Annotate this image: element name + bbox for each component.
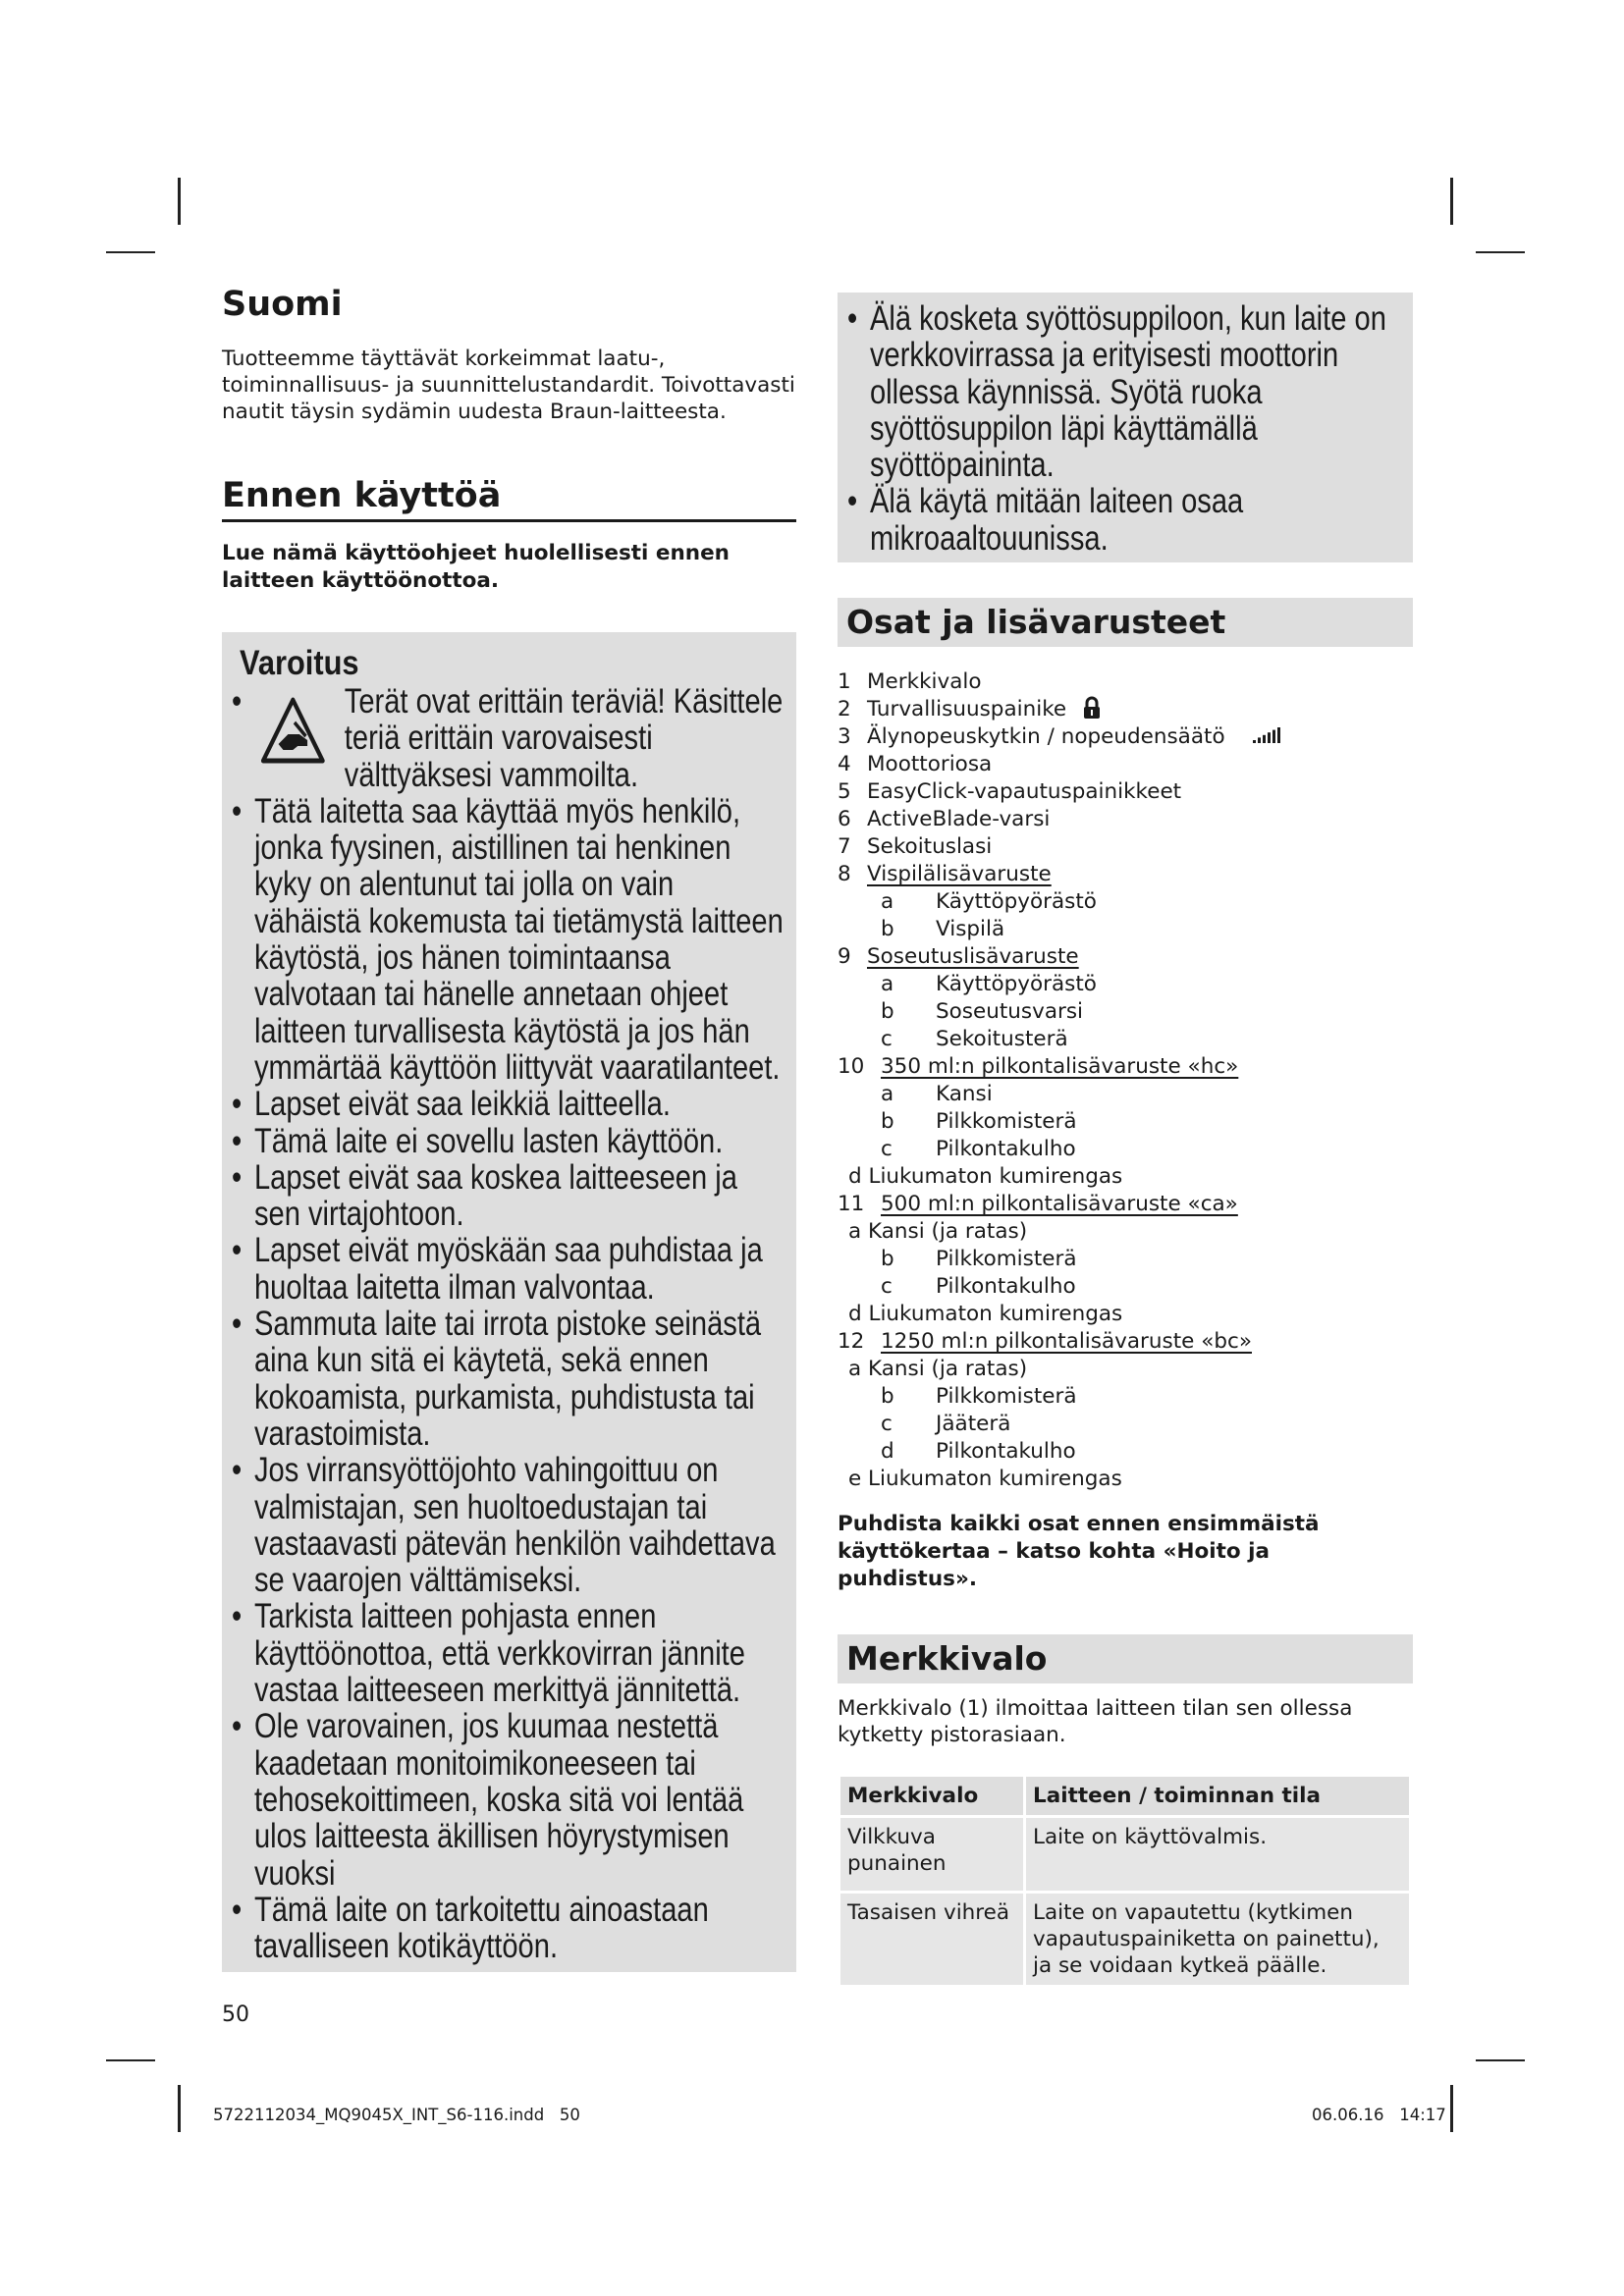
parts-list-item: [838, 1273, 1413, 1301]
part-number: 8: [838, 862, 851, 887]
speed-bars-icon: [1253, 725, 1282, 743]
part-number: 10: [838, 1054, 865, 1080]
warning-item: • Lapset eivät myöskään saa puhdistaa ja huoltaa laitetta ilman valvontaa.: [232, 1232, 786, 1306]
language-heading: Suomi: [222, 285, 343, 324]
parts-list-item: [838, 888, 1413, 916]
part-sub-letter: c: [881, 1274, 893, 1300]
table-header-row: [839, 1776, 1411, 1817]
indicator-table: [838, 1774, 1412, 1988]
warning-box: [222, 632, 796, 1972]
part-label: EasyClick-vapautuspainikkeet: [867, 779, 1182, 805]
warning-item: • Jos virransyöttöjohto vahingoittuu on valmistajan, sen huoltoedustajan tai vastaavasti pätevän henkilön vaihdettava se vaarojen välttämiseksi.: [232, 1452, 786, 1598]
parts-list-item: [838, 1218, 1413, 1246]
warning-item: • Sammuta laite tai irrota pistoke seinästä aina kun sitä ei käytetä, sekä ennen kokoamista, purkamista, puhdistusta tai varastoimista.: [232, 1306, 786, 1452]
parts-list-item: [838, 1466, 1413, 1493]
part-label: Pilkontakulho: [936, 1137, 1076, 1162]
part-sub-letter: b: [881, 1109, 894, 1135]
part-sub-letter: d: [881, 1439, 894, 1465]
part-label: e Liukumaton kumirengas: [848, 1467, 1122, 1492]
part-label: Kansi: [936, 1082, 993, 1107]
parts-list-item: [838, 1136, 1413, 1163]
part-sub-letter: b: [881, 1384, 894, 1410]
warning-box-continued: [838, 293, 1413, 562]
parts-list-item: [838, 1026, 1413, 1053]
part-number: 3: [838, 724, 851, 750]
part-sub-letter: c: [881, 1027, 893, 1052]
table-row: [839, 1893, 1411, 1987]
table-header-cell: Merkkivalo: [839, 1776, 1025, 1817]
part-number: 4: [838, 752, 851, 777]
parts-list-item: [838, 1356, 1413, 1383]
footer-file-info: 5722112034_MQ9045X_INT_S6-116.indd 50: [213, 2106, 580, 2124]
cleaning-note: Puhdista kaikki osat ennen ensimmäistä käyttökertaa – katso kohta «Hoito ja puhdistus».: [838, 1512, 1320, 1592]
part-sub-letter: a: [881, 1082, 894, 1107]
table-cell: Laite on vapautettu (kytkimen vapautuspainiketta on painettu), ja se voidaan kytkeä päälle.: [1025, 1893, 1411, 1987]
parts-list-item: [838, 971, 1413, 998]
parts-list-item: [838, 943, 1413, 971]
part-number: 6: [838, 807, 851, 832]
part-number: 12: [838, 1329, 865, 1355]
parts-list: [838, 668, 1413, 1493]
parts-list-item: [838, 668, 1413, 696]
parts-list-item: [838, 1053, 1413, 1081]
parts-list-item: [838, 1163, 1413, 1191]
warning-item: • Ole varovainen, jos kuumaa nestettä kaadetaan monitoimikoneeseen tai tehosekoittimeen, koska sitä voi lentää ulos laitteesta äkillisen höyrystymisen vuoksi: [232, 1708, 786, 1891]
parts-list-item: [838, 1191, 1413, 1218]
parts-list-item: [838, 1328, 1413, 1356]
section-heading-parts: Osat ja lisävarusteet: [838, 598, 1413, 647]
left-column: [222, 285, 796, 1972]
part-sub-letter: c: [881, 1412, 893, 1437]
part-label: a Kansi (ja ratas): [848, 1219, 1028, 1245]
part-label: Pilkontakulho: [936, 1439, 1076, 1465]
parts-list-item: [838, 696, 1413, 723]
part-sub-letter: b: [881, 999, 894, 1025]
part-sub-letter: c: [881, 1137, 893, 1162]
part-label: ActiveBlade-varsi: [867, 807, 1051, 832]
parts-list-item: [838, 806, 1413, 833]
part-label: Jääterä: [936, 1412, 1011, 1437]
warning-item: • Lapset eivät saa leikkiä laitteella.: [232, 1086, 786, 1122]
warning-item: • Lapset eivät saa koskea laitteeseen ja sen virtajohtoon.: [232, 1159, 786, 1233]
section-heading-before-use: Ennen käyttöä: [222, 476, 796, 522]
table-header-cell: Laitteen / toiminnan tila: [1025, 1776, 1411, 1817]
parts-list-item: [838, 1108, 1413, 1136]
parts-list-item: [838, 833, 1413, 861]
warning-item: • Tämä laite ei sovellu lasten käyttöön.: [232, 1123, 786, 1159]
table-cell: Laite on käyttövalmis.: [1025, 1817, 1411, 1893]
part-label: Älynopeuskytkin / nopeudensäätö: [867, 724, 1225, 750]
parts-list-item: [838, 751, 1413, 778]
parts-list-item: [838, 1246, 1413, 1273]
crop-mark: [1450, 178, 1453, 225]
parts-list-item: [838, 916, 1413, 943]
part-label: Moottoriosa: [867, 752, 993, 777]
part-number: 9: [838, 944, 851, 970]
warning-item-text: • Terät ovat erittäin teräviä! Käsittele teriä erittäin varovaisesti välttyäksesi vammoilta.: [344, 681, 784, 794]
parts-list-item: [838, 998, 1413, 1026]
warning-item: • Tämä laite on tarkoitettu ainoastaan tavalliseen kotikäyttöön.: [232, 1892, 786, 1965]
crop-mark: [1476, 2059, 1525, 2061]
warning-list-continued: [847, 300, 1401, 557]
crop-mark: [1476, 251, 1525, 253]
part-number: 11: [838, 1192, 865, 1217]
part-label: 500 ml:n pilkontalisävaruste «ca»: [881, 1192, 1238, 1217]
part-sub-letter: b: [881, 1247, 894, 1272]
parts-list-item: [838, 861, 1413, 888]
lock-icon: [1082, 696, 1102, 720]
part-label: 350 ml:n pilkontalisävaruste «hc»: [881, 1054, 1239, 1080]
part-label: Sekoituslasi: [867, 834, 993, 860]
parts-list-item: [838, 1383, 1413, 1411]
part-label: a Kansi (ja ratas): [848, 1357, 1028, 1382]
warning-item: • Tarkista laitteen pohjasta ennen käyttöönottoa, että verkkovirran jännite vastaa laitteeseen merkittyä jännitettä.: [232, 1598, 786, 1708]
section-heading-indicator: Merkkivalo: [838, 1634, 1413, 1683]
part-label: 1250 ml:n pilkontalisävaruste «bc»: [881, 1329, 1252, 1355]
crop-mark: [1450, 2085, 1453, 2132]
parts-list-item: [838, 778, 1413, 806]
table-cell: Tasaisen vihreä: [839, 1893, 1025, 1987]
part-label: Vispilä: [936, 917, 1005, 942]
warning-item: • Tätä laitetta saa käyttää myös henkilö, jonka fyysinen, aistillinen tai henkinen kyky on alentunut tai jolla on vain vähäistä kokemusta tai tietämystä laitteen käytöstä, jos hänen toimintaansa valvotaan tai hänelle annetaan ohjeet laitteen turvallisesta käytöstä ja jos hän ymmärtää käyttöön liittyvät vaaratilanteet.: [232, 793, 786, 1086]
hand-blade-warning-icon: [261, 697, 326, 764]
part-label: Pilkkomisterä: [936, 1247, 1077, 1272]
intro-text: Tuotteemme täyttävät korkeimmat laatu-, toiminnallisuus- ja suunnittelustandardit. Toivottavasti nautit täysin sydämin uudesta Braun-laitteesta.: [222, 347, 795, 424]
part-label: Käyttöpyörästö: [936, 972, 1097, 997]
table-row: [839, 1817, 1411, 1893]
part-number: 5: [838, 779, 851, 805]
table-cell: Vilkkuva punainen: [839, 1817, 1025, 1893]
part-label: d Liukumaton kumirengas: [848, 1164, 1123, 1190]
parts-list-item: [838, 1438, 1413, 1466]
warning-item-blades: [232, 683, 786, 793]
part-sub-letter: b: [881, 917, 894, 942]
read-instructions-note: Lue nämä käyttöohjeet huolellisesti ennen laitteen käyttöönottoa.: [222, 541, 730, 593]
part-number: 2: [838, 697, 851, 722]
part-number: 1: [838, 669, 851, 695]
part-sub-letter: a: [881, 972, 894, 997]
part-label: Pilkontakulho: [936, 1274, 1076, 1300]
parts-list-item: [838, 1411, 1413, 1438]
crop-mark: [106, 2059, 155, 2061]
part-label: Pilkkomisterä: [936, 1384, 1077, 1410]
crop-mark: [178, 178, 181, 225]
part-label: Turvallisuuspainike: [867, 697, 1067, 722]
parts-list-item: [838, 1081, 1413, 1108]
part-number: 7: [838, 834, 851, 860]
crop-mark: [106, 251, 155, 253]
warning-item: • Älä kosketa syöttösuppiloon, kun laite on verkkovirrassa ja erityisesti moottorin ollessa käynnissä. Syötä ruoka syöttösuppilon läpi käyttämällä syöttöpaininta.: [847, 300, 1401, 483]
part-label: Pilkkomisterä: [936, 1109, 1077, 1135]
right-column: [838, 293, 1413, 1988]
part-label: d Liukumaton kumirengas: [848, 1302, 1123, 1327]
indicator-text: Merkkivalo (1) ilmoittaa laitteen tilan sen ollessa kytketty pistorasiaan.: [838, 1696, 1353, 1748]
part-label: Vispilälisävaruste: [867, 862, 1052, 887]
warning-list: [232, 683, 786, 1964]
parts-list-item: [838, 723, 1413, 751]
part-sub-letter: a: [881, 889, 894, 915]
crop-mark: [178, 2085, 181, 2132]
warning-title: Varoitus: [240, 644, 359, 682]
part-label: Soseutusvarsi: [936, 999, 1084, 1025]
page-number: 50: [222, 2002, 249, 2027]
parts-list-item: [838, 1301, 1413, 1328]
part-label: Sekoitusterä: [936, 1027, 1068, 1052]
part-label: Merkkivalo: [867, 669, 982, 695]
part-label: Käyttöpyörästö: [936, 889, 1097, 915]
part-label: Soseutuslisävaruste: [867, 944, 1079, 970]
footer-date: 06.06.16 14:17: [1312, 2106, 1446, 2124]
warning-item: • Älä käytä mitään laiteen osaa mikroaaltouunissa.: [847, 483, 1401, 557]
